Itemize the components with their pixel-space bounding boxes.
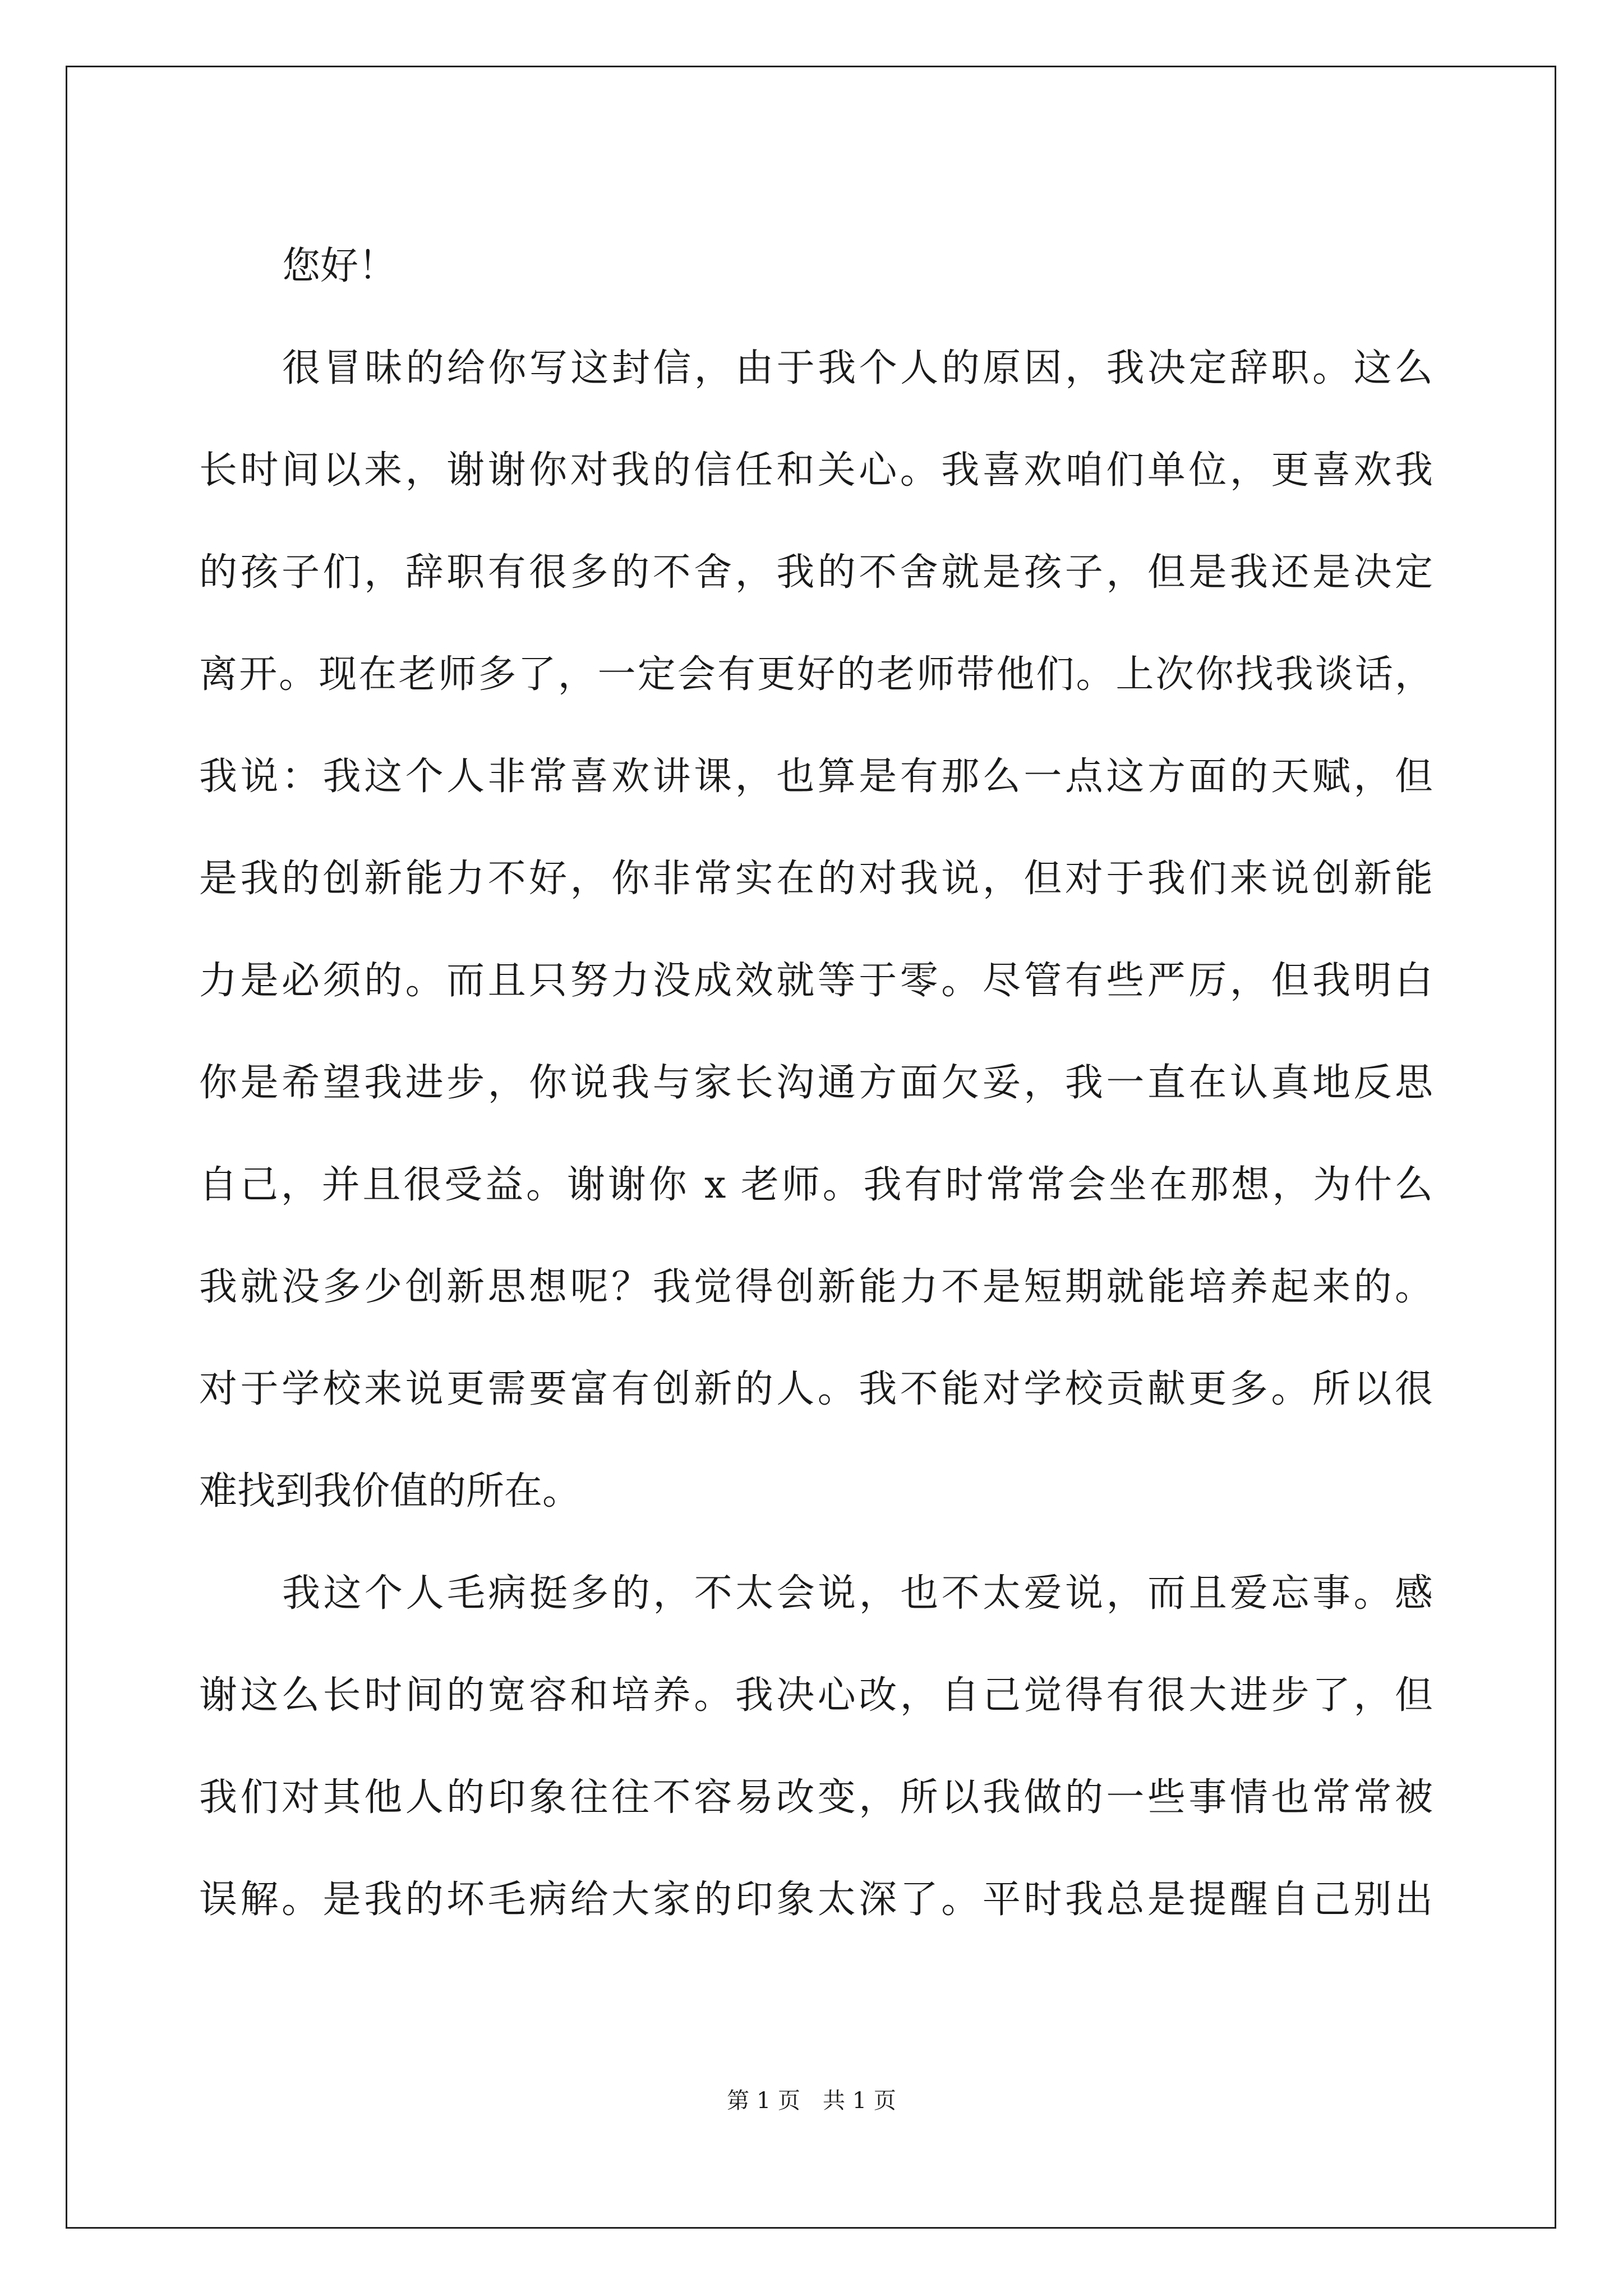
text-line: 我就没多少创新思想呢？我觉得创新能力不是短期就能培养起来的。 — [199, 1265, 1433, 1309]
text-line: 长时间以来，谢谢你对我的信任和关心。我喜欢咱们单位，更喜欢我 — [199, 448, 1433, 493]
text-line: 我说：我这个人非常喜欢讲课，也算是有那么一点这方面的天赋，但 — [199, 754, 1433, 799]
text-line: 是我的创新能力不好，你非常实在的对我说，但对于我们来说创新能 — [199, 857, 1433, 901]
greeting-line: 您好！ — [282, 244, 397, 288]
text-line: 力是必须的。而且只努力没成效就等于零。尽管有些严厉，但我明白 — [199, 959, 1433, 1003]
text-line: 你是希望我进步，你说我与家长沟通方面欠妥，我一直在认真地反思 — [199, 1061, 1433, 1105]
text-line: 难找到我价值的所在。 — [199, 1469, 581, 1513]
text-line: 很冒昧的给你写这封信，由于我个人的原因，我决定辞职。这么 — [282, 346, 1433, 390]
text-line: 误解。是我的坏毛病给大家的印象太深了。平时我总是提醒自己别出 — [199, 1878, 1433, 1922]
text-line: 我们对其他人的印象往往不容易改变，所以我做的一些事情也常常被 — [199, 1775, 1433, 1820]
text-line: 我这个人毛病挺多的，不太会说，也不太爱说，而且爱忘事。感 — [282, 1571, 1433, 1616]
page-footer: 第 1 页 共 1 页 — [727, 2088, 896, 2114]
text-line: 的孩子们，辞职有很多的不舍，我的不舍就是孩子，但是我还是决定 — [199, 550, 1433, 595]
text-line: 谢这么长时间的宽容和培养。我决心改，自己觉得有很大进步了，但 — [199, 1673, 1433, 1718]
text-line: 自己，并且很受益。谢谢你 x 老师。我有时常常会坐在那想，为什么 — [199, 1163, 1433, 1207]
text-line: 对于学校来说更需要富有创新的人。我不能对学校贡献更多。所以很 — [199, 1367, 1433, 1411]
text-line: 离开。现在老师多了，一定会有更好的老师带他们。上次你找我谈话， — [199, 652, 1433, 697]
letter-body — [199, 215, 1433, 1951]
